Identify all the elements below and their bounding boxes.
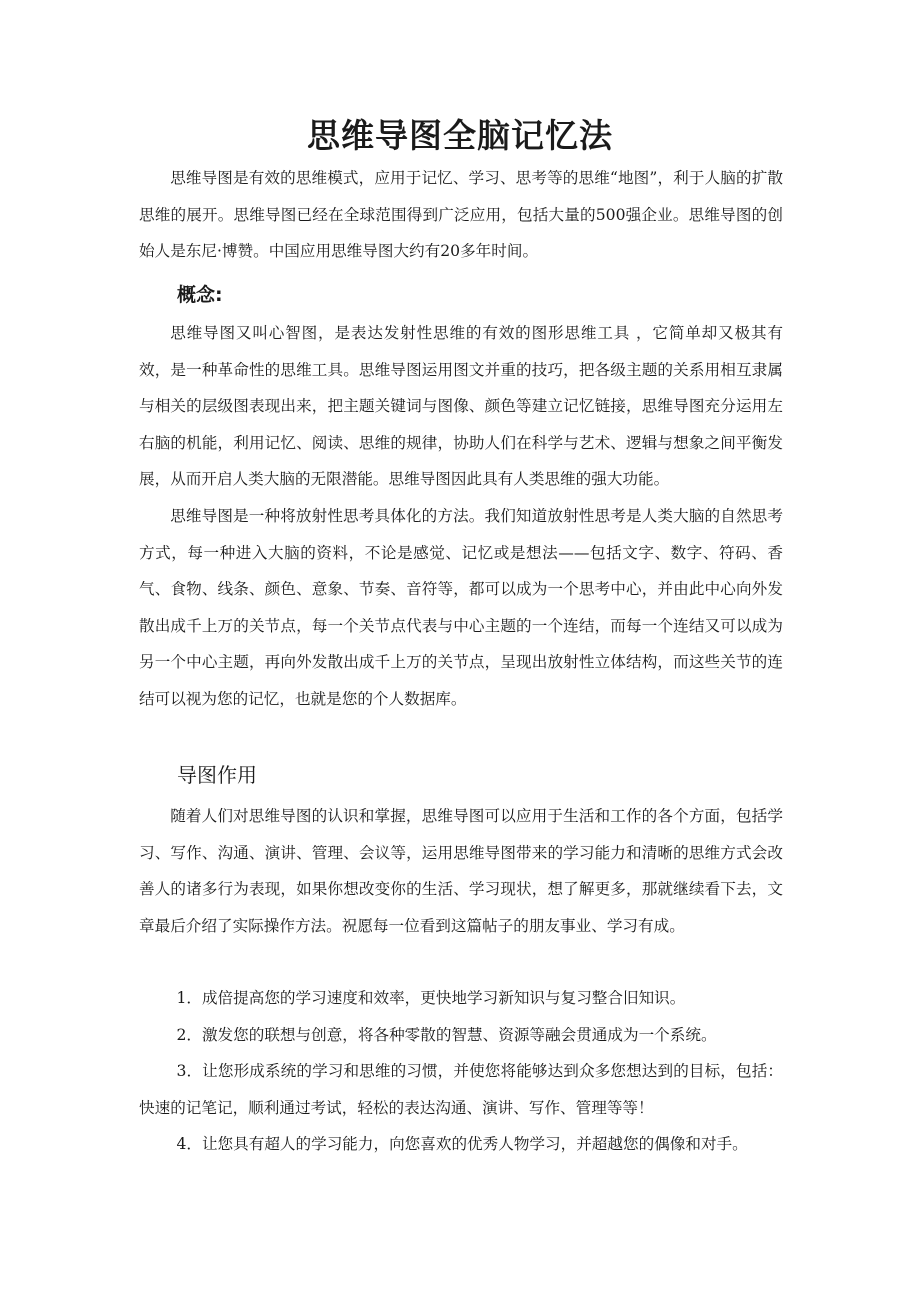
- intro-paragraph: 思维导图是有效的思维模式，应用于记忆、学习、思考等的思维“地图”，利于人脑的扩散思维的展开。思维导图已经在全球范围得到广泛应用，包括大量的500强企业。思维导图的创始人是东尼·博赞。中国应用思维导图大约有20多年时间。: [139, 169, 783, 261]
- list-item: 4．让您具有超人的学习能力，向您喜欢的优秀人物学习，并超越您的偶像和对手。: [176, 1135, 748, 1154]
- concept-paragraph-2: 思维导图是一种将放射性思考具体化的方法。我们知道放射性思考是人类大脑的自然思考方式，每一种进入大脑的资料，不论是感觉、记忆或是想法——包括文字、数字、符码、香气、食物、线条、颜色、意象、节奏、音符等，都可以成为一个思考中心，并由此中心向外发散出成千上万的关节点，每一个关节点代表与中心主题的一个连结，而每一个连结又可以成为另一个中心主题，再向外发散出成千上万的关节点，呈现出放射性立体结构，而这些关节的连结可以视为您的记忆，也就是您的个人数据库。: [139, 506, 783, 708]
- concept-paragraph-1: 思维导图又叫心智图，是表达发射性思维的有效的图形思维工具 ，它简单却又极其有效，是一种革命性的思维工具。思维导图运用图文并重的技巧，把各级主题的关系用相互隶属与相关的层级图表现出来，把主题关键词与图像、颜色等建立记忆链接，思维导图充分运用左右脑的机能，利用记忆、阅读、思维的规律，协助人们在科学与艺术、逻辑与想象之间平衡发展，从而开启人类大脑的无限潜能。思维导图因此具有人类思维的强大功能。: [139, 324, 783, 489]
- list-item: 1．成倍提高您的学习速度和效率，更快地学习新知识与复习整合旧知识。: [176, 989, 686, 1007]
- document-title: 思维导图全脑记忆法: [307, 116, 613, 155]
- intro-section: [139, 160, 783, 270]
- usage-heading: 导图作用: [177, 763, 257, 787]
- concept-heading: 概念:: [177, 284, 223, 306]
- usage-paragraph: 随着人们对思维导图的认识和掌握，思维导图可以应用于生活和工作的各个方面，包括学习、写作、沟通、演讲、管理、会议等，运用思维导图带来的学习能力和清晰的思维方式会改善人的诸多行为表现，如果你想改变你的生活、学习现状，想了解更多，那就继续看下去，文章最后介绍了实际操作方法。祝愿每一位看到这篇帖子的朋友事业、学习有成。: [139, 807, 783, 935]
- usage-list: [139, 980, 783, 1163]
- usage-section: [139, 798, 783, 944]
- list-item: 2．激发您的联想与创意，将各种零散的智慧、资源等融会贯通成为一个系统。: [176, 1025, 717, 1044]
- concept-section: [139, 315, 783, 718]
- list-item: 3．让您形成系统的学习和思维的习惯，并使您将能够达到众多您想达到的目标，包括：快速的记笔记，顺利通过考试，轻松的表达沟通、演讲、写作、管理等等！: [139, 1062, 783, 1117]
